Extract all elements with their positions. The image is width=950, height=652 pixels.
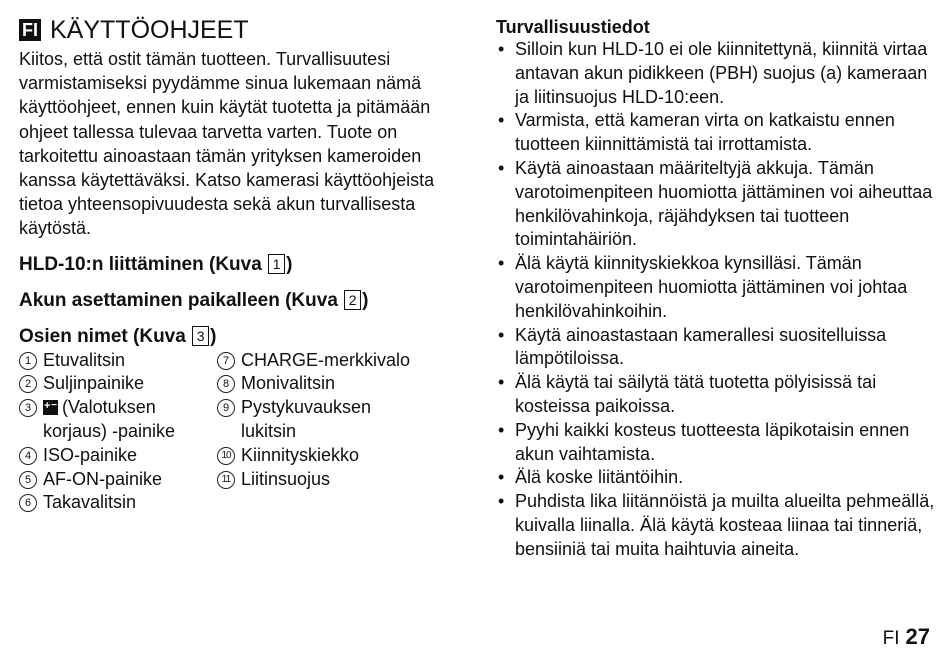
part-item bbox=[19, 349, 217, 373]
part-label-multiline bbox=[43, 396, 175, 444]
figure-number-1: 1 bbox=[268, 254, 285, 274]
safety-item: • Puhdista lika liitännöistä ja muilta alueilta pehmeällä, kuivalla liinalla. Älä käytä kosteaa liinaa tai tinneriä, bensiiniä tai muita haihtuvia aineita. bbox=[496, 490, 936, 561]
heading-attach bbox=[19, 253, 459, 277]
safety-item: • Varmista, että kameran virta on katkaistu ennen tuotteen kiinnittämistä tai irrottamista. bbox=[496, 109, 936, 157]
parts-list bbox=[19, 349, 459, 516]
footer-language: FI bbox=[882, 628, 900, 649]
figure-number-2: 2 bbox=[344, 290, 361, 310]
part-number: 7 bbox=[217, 352, 235, 370]
part-label: Liitinsuojus bbox=[241, 468, 331, 489]
part-item bbox=[217, 396, 457, 444]
part-number: 4 bbox=[19, 447, 37, 465]
safety-list bbox=[496, 38, 936, 562]
part-label-continued: lukitsin bbox=[241, 421, 297, 442]
part-number: 9 bbox=[217, 399, 235, 417]
page-footer bbox=[883, 626, 930, 650]
part-label: Pystykuvauksen bbox=[241, 397, 372, 418]
part-number: 11 bbox=[217, 471, 235, 489]
part-item bbox=[217, 372, 457, 396]
heading-parts bbox=[19, 325, 459, 349]
part-item bbox=[19, 396, 217, 444]
heading-battery-close: ) bbox=[362, 289, 369, 311]
safety-item: • Silloin kun HLD-10 ei ole kiinnitettynä, kiinnitä virtaa antavan akun pidikkeen (PBH) suojus (a) kameraan ja liitinsuojus HLD-10:een. bbox=[496, 38, 936, 109]
safety-item: • Käytä ainoastastaan kamerallesi suositelluissa lämpötiloissa. bbox=[496, 324, 936, 372]
part-label: Takavalitsin bbox=[43, 492, 137, 513]
heading-parts-label: Osien nimet (Kuva bbox=[19, 325, 186, 347]
language-badge: FI bbox=[19, 19, 41, 41]
heading-attach-close: ) bbox=[286, 253, 293, 275]
parts-column-2 bbox=[217, 349, 457, 516]
part-label: Suljinpainike bbox=[43, 373, 145, 394]
exposure-compensation-icon bbox=[43, 400, 58, 415]
figure-number-3: 3 bbox=[192, 326, 209, 346]
intro-paragraph: Kiitos, että ostit tämän tuotteen. Turvallisuutesi varmistamiseksi pyydämme sinua lukemaan nämä käyttöohjeet, ennen kuin käytät tuotetta ja pitämään ohjeet tallessa tulevaa tarvetta varten. Tuote on tarkoitettu ainoastaan tämän yrityksen kameroiden kanssa käytettäväksi. Katso kamerasi käyttöohjeista tietoa yhteensopivuudesta sekä akun turvallisesta käytöstä. bbox=[19, 49, 435, 239]
part-label: Etuvalitsin bbox=[43, 349, 126, 370]
heading-attach-label: HLD-10:n liittäminen (Kuva bbox=[19, 253, 262, 275]
part-item bbox=[217, 349, 457, 373]
part-item bbox=[217, 468, 457, 492]
part-number: 3 bbox=[19, 399, 37, 417]
safety-item: • Älä käytä tai säilytä tätä tuotetta pölyisissä tai kosteissa paikoissa. bbox=[496, 371, 936, 419]
part-label: ISO-painike bbox=[43, 444, 138, 465]
heading-parts-close: ) bbox=[210, 325, 217, 347]
part-item bbox=[217, 444, 457, 468]
part-item bbox=[19, 468, 217, 492]
title-text: KÄYTTÖOHJEET bbox=[50, 16, 249, 44]
part-item bbox=[19, 444, 217, 468]
part-number: 5 bbox=[19, 471, 37, 489]
part-label-continued: korjaus) -painike bbox=[43, 421, 176, 442]
heading-battery-label: Akun asettaminen paikalleen (Kuva bbox=[19, 289, 338, 311]
page-number: 27 bbox=[905, 624, 930, 649]
safety-heading: Turvallisuustiedot bbox=[496, 17, 650, 37]
part-item bbox=[19, 491, 217, 515]
part-label-multiline bbox=[241, 396, 371, 444]
part-number: 10 bbox=[217, 447, 235, 465]
part-number: 6 bbox=[19, 494, 37, 512]
part-label: CHARGE-merkkivalo bbox=[241, 349, 411, 370]
left-column bbox=[19, 14, 459, 515]
safety-item: • Pyyhi kaikki kosteus tuotteesta läpikotaisin ennen akun vaihtamista. bbox=[496, 419, 936, 467]
part-label: (Valotuksen bbox=[62, 397, 156, 418]
safety-item: • Älä käytä kiinnityskiekkoa kynsilläsi. Tämän varotoimenpiteen huomiotta jättäminen voi johtaa henkilövahinkoihin. bbox=[496, 252, 936, 323]
part-label: Monivalitsin bbox=[241, 373, 336, 394]
heading-battery bbox=[19, 289, 459, 313]
safety-item: • Käytä ainoastaan määriteltyjä akkuja. Tämän varotoimenpiteen huomiotta jättäminen voi aiheuttaa henkilövahinkoja, räjähdyksen tai tuotteen toimintahäiriön. bbox=[496, 157, 936, 252]
part-number: 2 bbox=[19, 375, 37, 393]
page-title bbox=[19, 14, 459, 46]
right-column bbox=[496, 14, 936, 562]
part-label: AF-ON-painike bbox=[43, 468, 163, 489]
part-item bbox=[19, 372, 217, 396]
safety-item: • Älä koske liitäntöihin. bbox=[496, 466, 936, 490]
parts-column-1 bbox=[19, 349, 217, 516]
part-number: 8 bbox=[217, 375, 235, 393]
part-label: Kiinnityskiekko bbox=[241, 444, 360, 465]
part-number: 1 bbox=[19, 352, 37, 370]
